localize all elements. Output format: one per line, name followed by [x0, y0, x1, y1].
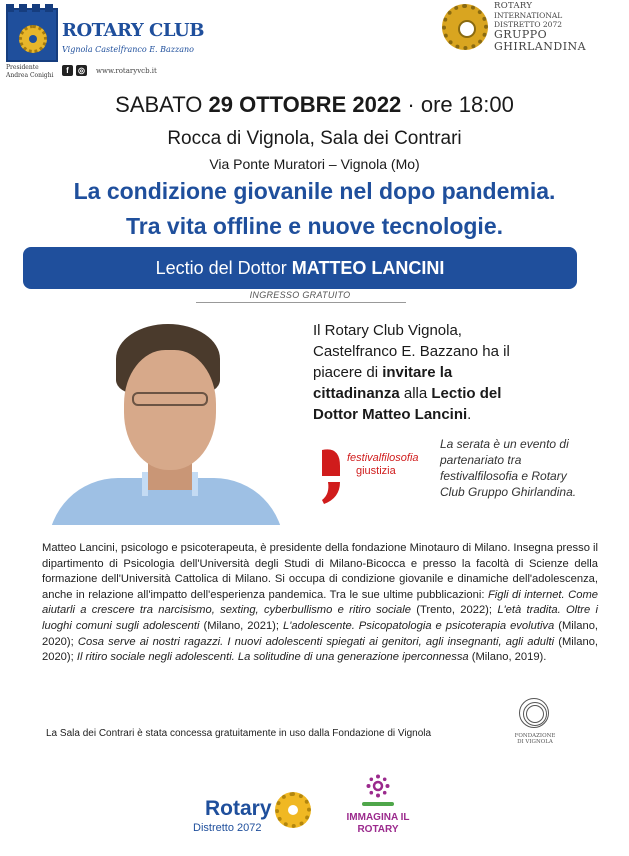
speaker-photo: [40, 320, 290, 525]
website-link[interactable]: www.rotaryvcb.it: [96, 67, 157, 75]
invite-bold1: invitare la cittadinanza: [313, 364, 453, 402]
event-title-line1: La condizione giovanile nel dopo pandemia.: [73, 178, 556, 204]
banner-prefix: Lectio del Dottor: [155, 258, 287, 278]
invite-bold2: Lectio del Dottor Matteo Lancini: [313, 385, 502, 423]
imagine-rotary-sun-icon: [366, 774, 390, 798]
invite-part2: alla: [403, 385, 428, 402]
imagine-line1: IMMAGINA IL: [346, 812, 410, 823]
footer-rotary-wheel-icon: [275, 792, 311, 828]
social-links: [62, 65, 87, 76]
group-district: DISTRETTO 2072: [494, 20, 563, 29]
event-day: SABATO: [115, 92, 203, 117]
event-date: 29 OTTOBRE 2022: [208, 92, 402, 117]
invite-part1: Il Rotary Club Vignola, Castelfranco E. Bazzano ha il piacere di: [313, 322, 510, 381]
event-date-line: [0, 92, 629, 118]
group-ghirlandina: GHIRLANDINA: [494, 40, 587, 53]
event-title-line2: Tra vita offline e nuove tecnologie.: [125, 213, 504, 239]
book-publication: (Milano, 2020);: [42, 635, 599, 664]
foundation-label: [508, 733, 562, 745]
book-publication: (Trento, 2022);: [416, 604, 493, 617]
festival-quote-mark-icon: [318, 446, 344, 506]
glasses-icon: [132, 392, 208, 406]
festival-name: festivalfilosofia: [347, 452, 419, 464]
book-title: Figli di internet. Come aiutarli a crescere tra narcisismo, sexting, cyberbullismo e ritiro sociale: [42, 588, 599, 617]
date-separator: ·: [407, 92, 415, 117]
group-gruppo: GRUPPO: [494, 28, 548, 41]
event-time: ore 18:00: [420, 92, 514, 117]
invitation-text: [313, 320, 543, 425]
foundation-line2: DI VIGNOLA: [517, 739, 553, 745]
festival-subtitle: giustizia: [356, 465, 396, 477]
president-label: Presidente: [6, 64, 39, 71]
club-towns: Vignola Castelfranco E. Bazzano: [62, 45, 194, 54]
bio-intro: Matteo Lancini, psicologo e psicoterapeuta, è presidente della fondazione Minotauro di Milano. Insegna presso il dipartimento di Psicologia dell'Università degli Studi di Milano-Bicocca e presso la facoltà di Scienze della formazione dell'Università Cattolica di Milano. Si occupa di condizione giovanile e dinamiche dell'adolescenza, anche in relazione all'impatto dell'esperienza pandemica. Tra le sue ultime pubblicazioni:: [42, 542, 598, 601]
footer-district: Distretto 2072: [193, 822, 262, 834]
group-international: INTERNATIONAL: [494, 11, 563, 20]
banner-speaker: MATTEO LANCINI: [291, 258, 445, 278]
free-entry-label: INGRESSO GRATUITO: [249, 290, 351, 300]
foundation-line1: FONDAZIONE: [514, 733, 556, 739]
book-publication: (Milano, 2021);: [203, 619, 280, 632]
group-rotary: ROTARY: [494, 1, 533, 11]
event-venue: Rocca di Vignola, Sala dei Contrari: [167, 128, 462, 149]
book-title: Cosa serve ai nostri ragazzi. I nuovi adolescenti spiegati ai genitori, agli insegnanti, agli adulti: [77, 635, 555, 648]
instagram-icon[interactable]: ◎: [76, 65, 87, 76]
president-credit: [6, 64, 54, 80]
imagine-line2: ROTARY: [357, 824, 399, 835]
speaker-biography: [42, 541, 598, 666]
book-title: L'adolescente. Psicopatologia e psicoterapia evolutiva: [283, 619, 555, 632]
event-address: Via Ponte Muratori – Vignola (Mo): [209, 156, 420, 172]
facebook-icon[interactable]: f: [62, 65, 73, 76]
book-publication: (Milano, 2020);: [42, 619, 599, 648]
president-name: Andrea Conighi: [6, 72, 54, 79]
book-title: Il ritiro sociale negli adolescenti. La solitudine di una generazione iperconnessa: [76, 651, 469, 664]
rotary-club-logo: [6, 8, 58, 62]
lectio-banner: [23, 247, 577, 289]
club-name: ROTARY CLUB: [62, 20, 204, 41]
hall-concession-note: La Sala dei Contrari è stata concessa gratuitamente in uso dalla Fondazione di Vignola: [46, 728, 432, 739]
rotary-international-wheel-icon: [442, 4, 488, 50]
fondazione-vignola-logo: [519, 698, 549, 728]
footer-rotary-wordmark: Rotary: [205, 797, 272, 820]
invite-part3: .: [467, 406, 472, 423]
book-publication: (Milano, 2019).: [471, 651, 547, 664]
imagine-rotary-wordmark: [336, 812, 420, 836]
rotary-wheel-icon: [19, 25, 47, 53]
imagine-rotary-accent-bar: [362, 802, 394, 806]
free-entry-underline: [196, 302, 406, 303]
group-ghirlandina-label: [494, 2, 586, 53]
partnership-note: La serata è un evento di partenariato tra festivalfilosofia e Rotary Club Gruppo Ghirlandina.: [440, 437, 577, 499]
book-title: L'età tradita. Oltre i luoghi comuni sugli adolescenti: [42, 604, 598, 632]
